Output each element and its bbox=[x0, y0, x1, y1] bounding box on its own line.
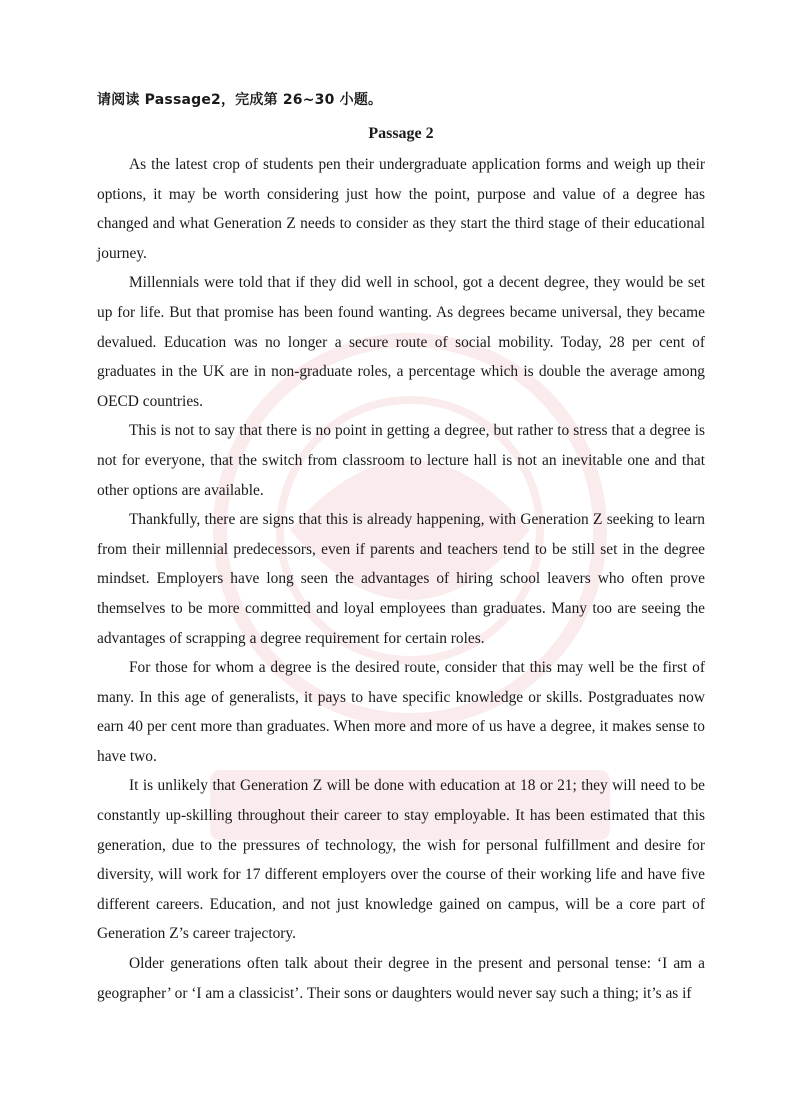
passage-title: Passage 2 bbox=[368, 125, 434, 142]
question-instruction: 请阅读 Passage2，完成第 26~30 小题。 bbox=[97, 92, 383, 108]
paragraph-4: Thankfully, there are signs that this is already happening, with Generation Z seeking to learn from their millennial predecessors, even if parents and teachers tend to be still set in the degree mindset. Employers have long seen the advantages of hiring school leavers who often prove themselves to be more committed and loyal employees than graduates. Many too are seeing the advantages of scrapping a degree requirement for certain roles. bbox=[97, 511, 705, 647]
paragraph-3: This is not to say that there is no point in getting a degree, but rather to stress that a degree is not for everyone, that the switch from classroom to lecture hall is not an inevitable one and that other options are available. bbox=[97, 422, 705, 499]
paragraph-6: It is unlikely that Generation Z will be done with education at 18 or 21; they will need to be constantly up-skilling throughout their career to stay employable. It has been estimated that this generation, due to the pressures of technology, the wish for personal fulfillment and desire for diversity, will work for 17 different employers over the course of their working life and have five different careers. Education, and not just knowledge gained on campus, will be a core part of Generation Z’s career trajectory. bbox=[97, 777, 705, 943]
paragraph-7: Older generations often talk about their degree in the present and personal tense: ‘I am a geographer’ or ‘I am a classicist’. Their sons or daughters would never say such a thing; it’s as if bbox=[97, 955, 705, 1002]
document-page bbox=[97, 88, 705, 1008]
paragraph-5: For those for whom a degree is the desired route, consider that this may well be the first of many. In this age of generalists, it pays to have specific knowledge or skills. Postgraduates now earn 40 per cent more than graduates. When more and more of us have a degree, it makes sense to have two. bbox=[97, 659, 705, 765]
paragraph-1: As the latest crop of students pen their undergraduate application forms and weigh up their options, it may be worth considering just how the point, purpose and value of a degree has changed and what Generation Z needs to consider as they start the third stage of their educational journey. bbox=[97, 156, 705, 262]
paragraph-2: Millennials were told that if they did well in school, got a decent degree, they would be set up for life. But that promise has been found wanting. As degrees became universal, they became devalued. Education was no longer a secure route of social mobility. Today, 28 per cent of graduates in the UK are in non-graduate roles, a percentage which is double the average among OECD countries. bbox=[97, 274, 705, 410]
